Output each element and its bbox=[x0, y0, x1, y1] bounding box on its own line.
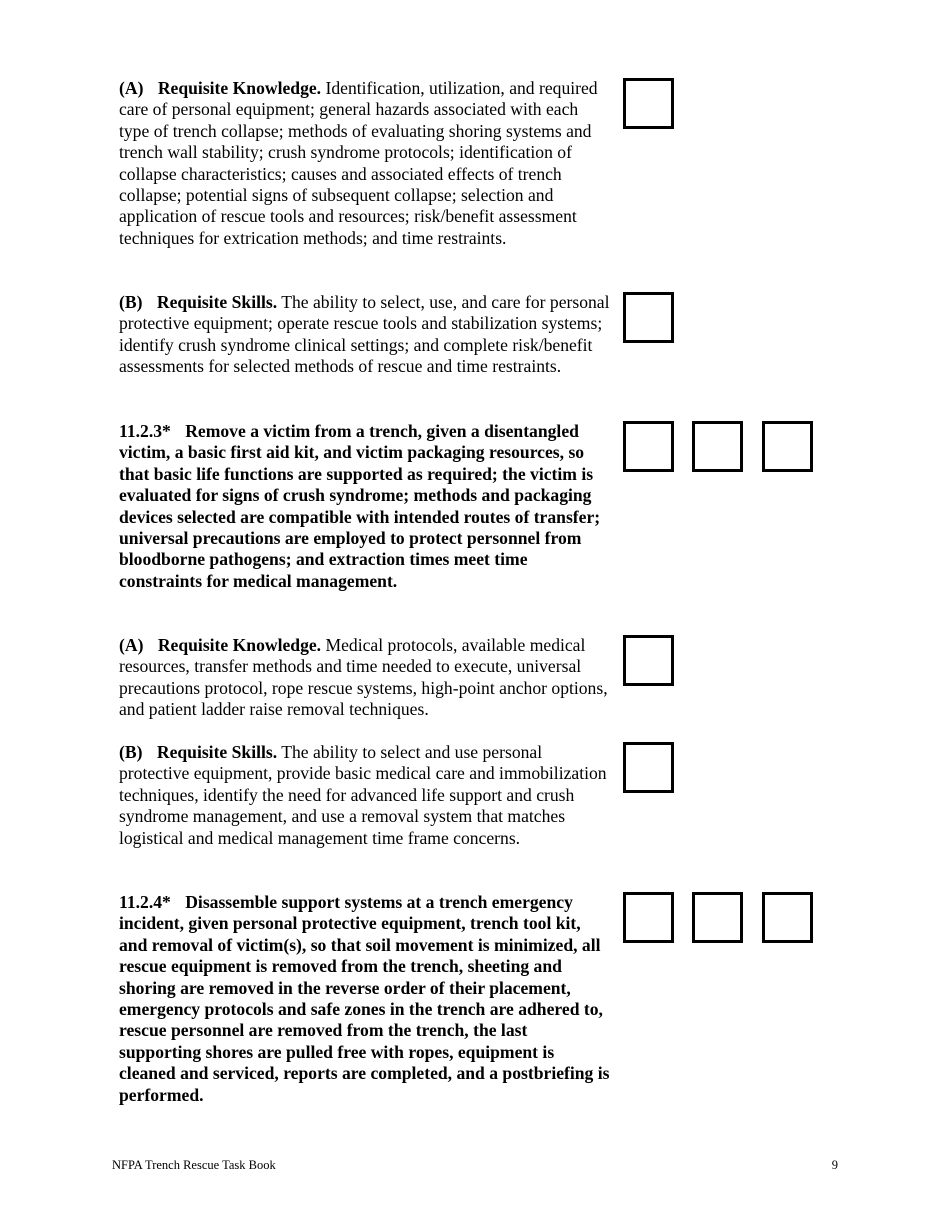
signoff-checkbox[interactable] bbox=[623, 292, 674, 343]
item-label: (A) bbox=[119, 78, 144, 98]
signoff-checkbox-1[interactable] bbox=[623, 421, 674, 472]
page-number: 9 bbox=[831, 1158, 838, 1172]
item-text: The ability to select and use personal protective equipment, provide basic medical care and immobilization techniques, identify the need for advanced life support and crush syndrome management, and use a removal system that matches logistical and medical management time frame concerns. bbox=[119, 742, 607, 848]
signoff-checkbox-2[interactable] bbox=[692, 892, 743, 943]
item-label: (B) bbox=[119, 742, 143, 762]
item-number: 11.2.4* bbox=[119, 892, 171, 912]
item-text: Remove a victim from a trench, given a disentangled victim, a basic first aid kit, and victim packaging resources, so that basic life functions are supported as required; the victim is evaluated for signs of crush syndrome; methods and packaging devices selected are compatible with intended routes of transfer; universal precautions are employed to protect personnel from bloodborne pathogens; and extraction times meet time constraints for medical management. bbox=[119, 421, 601, 591]
item-heading: Requisite Knowledge. bbox=[157, 78, 322, 98]
signoff-checkbox-1[interactable] bbox=[623, 892, 674, 943]
jpr-11-2-4-paragraph bbox=[119, 892, 611, 1106]
item-heading: Requisite Skills. bbox=[156, 292, 278, 312]
item-text: Disassemble support systems at a trench emergency incident, given personal protective equipment, trench tool kit, and removal of victim(s), so that soil movement is minimized, all rescue equipment is removed from the trench, sheeting and shoring are removed in the reverse order of their placement, emergency protocols and safe zones in the trench are adhered to, rescue personnel are removed from the trench, the last supporting shores are pulled free with ropes, equipment is cleaned and serviced, reports are completed, and a postbriefing is performed. bbox=[119, 892, 610, 1105]
requisite-skills-paragraph bbox=[119, 742, 611, 849]
item-label: (B) bbox=[119, 292, 143, 312]
signoff-checkbox-3[interactable] bbox=[762, 421, 813, 472]
requisite-knowledge-paragraph bbox=[119, 78, 611, 249]
jpr-11-2-3-paragraph bbox=[119, 421, 611, 592]
item-heading: Requisite Knowledge. bbox=[157, 635, 322, 655]
signoff-checkbox[interactable] bbox=[623, 635, 674, 686]
item-heading: Requisite Skills. bbox=[156, 742, 278, 762]
signoff-checkbox-2[interactable] bbox=[692, 421, 743, 472]
item-text: Medical protocols, available medical resources, transfer methods and time needed to execute, universal precautions protocol, rope rescue systems, high-point anchor options, and patient ladder raise removal techniques. bbox=[119, 635, 608, 720]
signoff-checkbox-3[interactable] bbox=[762, 892, 813, 943]
item-text: Identification, utilization, and required care of personal equipment; general hazards associated with each type of trench collapse; methods of evaluating shoring systems and trench wall stability; crush syndrome protocols; identification of collapse characteristics; causes and associated effects of trench collapse; potential signs of subsequent collapse; selection and application of rescue tools and resources; risk/benefit assessment techniques for extrication methods; and time restraints. bbox=[119, 78, 598, 248]
requisite-knowledge-paragraph bbox=[119, 635, 611, 721]
item-label: (A) bbox=[119, 635, 144, 655]
footer-title: NFPA Trench Rescue Task Book bbox=[112, 1158, 276, 1172]
signoff-checkbox[interactable] bbox=[623, 78, 674, 129]
item-text: The ability to select, use, and care for personal protective equipment; operate rescue tools and stabilization systems; identify crush syndrome clinical settings; and complete risk/benefit assessments for selected methods of rescue and time restraints. bbox=[119, 292, 610, 377]
requisite-skills-paragraph bbox=[119, 292, 611, 378]
item-number: 11.2.3* bbox=[119, 421, 171, 441]
signoff-checkbox[interactable] bbox=[623, 742, 674, 793]
